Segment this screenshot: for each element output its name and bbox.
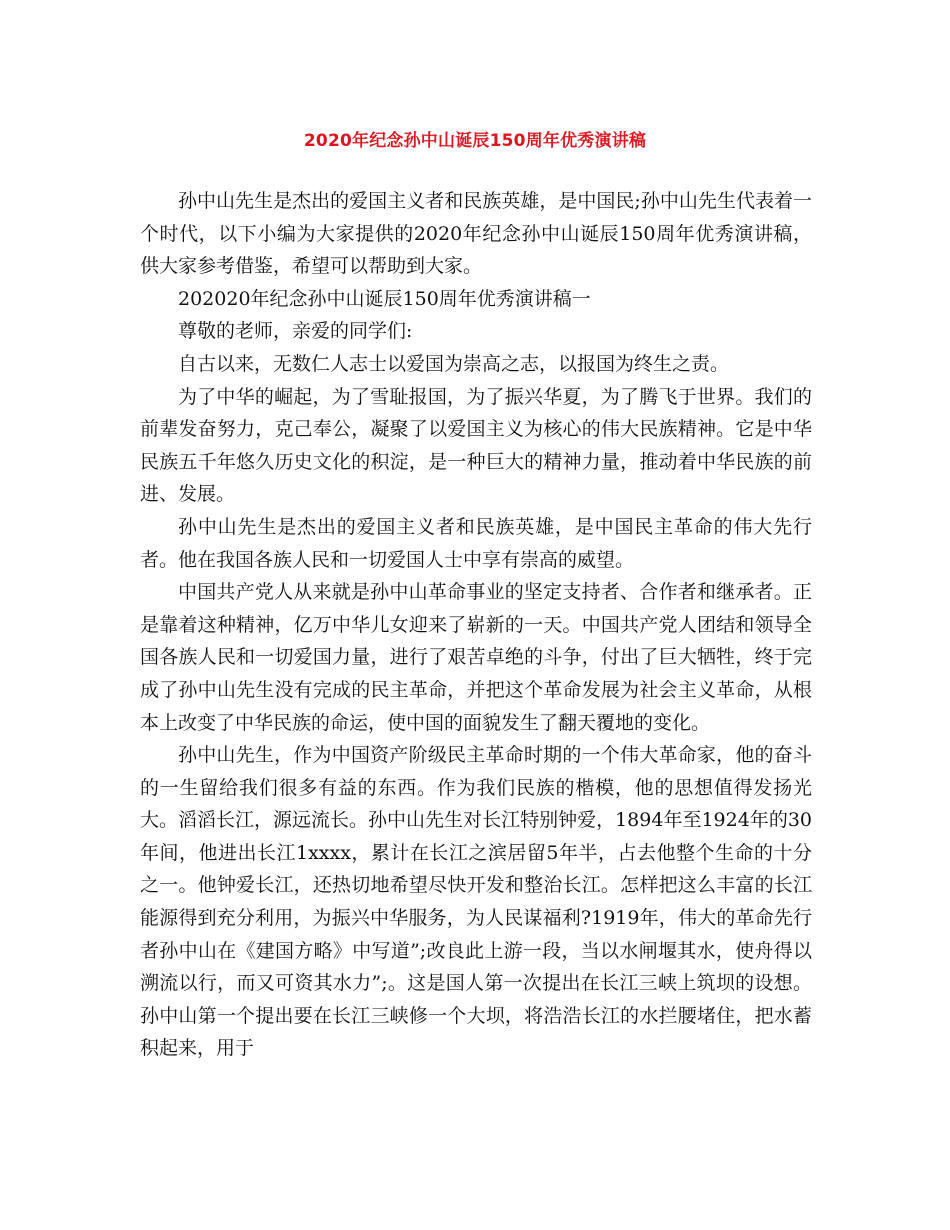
paragraph-yangtze: 孙中山先生，作为中国资产阶级民主革命时期的一个伟大革命家，他的奋斗的一生留给我们很多有益的东西。作为我们民族的楷模，他的思想值得发扬光大。滔滔长江，源远流长。孙中山先生对长江特别钟爱，1894年至1924年的30年间，他进出长江1xxxx，累计在长江之滨居留5年半，占去他整个生命的十分之一。他钟爱长江，还热切地希望尽快开发和整治长江。怎样把这么丰富的长江能源得到充分利用，为振兴中华服务，为人民谋福利?1919年，伟大的革命先行者孙中山在《建国方略》中写道”;改良此上游一段，当以水闸堰其水，使舟得以溯流以行，而又可资其水力”;。这是国人第一次提出在长江三峡上筑坝的设想。孙中山第一个提出要在长江三峡修一个大坝，将浩浩长江的水拦腰堵住，把水蓄积起来，用于 [140,744,812,1060]
paragraph-intro: 孙中山先生是杰出的爱国主义者和民族英雄，是中国民;孙中山先生代表着一个时代，以下小编为大家提供的2020年纪念孙中山诞辰150周年优秀演讲稿，供大家参考借鉴，希望可以帮助到大家。 [140,190,812,278]
paragraph-communist-party: 中国共产党人从来就是孙中山革命事业的坚定支持者、合作者和继承者。正是靠着这种精神，亿万中华儿女迎来了崭新的一天。中国共产党人团结和领导全国各族人民和一切爱国力量，进行了艰苦卓绝的斗争，付出了巨大牺牲，终于完成了孙中山先生没有完成的民主革命，并把这个革命发展为社会主义革命，从根本上改变了中华民族的命运，使中国的面貌发生了翻天覆地的变化。 [140,581,812,734]
paragraph-rise: 为了中华的崛起，为了雪耻报国，为了振兴华夏，为了腾飞于世界。我们的前辈发奋努力，克己奉公，凝聚了以爱国主义为核心的伟大民族精神。它是中华民族五千年悠久历史文化的积淀，是一种巨大的精神力量，推动着中华民族的前进、发展。 [140,385,812,506]
paragraph-subtitle: 202020年纪念孙中山诞辰150周年优秀演讲稿一 [178,287,591,310]
paragraph-sun-pioneer: 孙中山先生是杰出的爱国主义者和民族英雄，是中国民主革命的伟大先行者。他在我国各族人民和一切爱国人士中享有崇高的威望。 [140,515,812,571]
paragraph-salutation: 尊敬的老师，亲爱的同学们: [178,320,413,343]
document-body [140,185,812,1065]
paragraph-opening: 自古以来，无数仁人志士以爱国为崇高之志，以报国为终生之责。 [178,352,730,375]
document-title: 2020年纪念孙中山诞辰150周年优秀演讲稿 [303,131,647,151]
